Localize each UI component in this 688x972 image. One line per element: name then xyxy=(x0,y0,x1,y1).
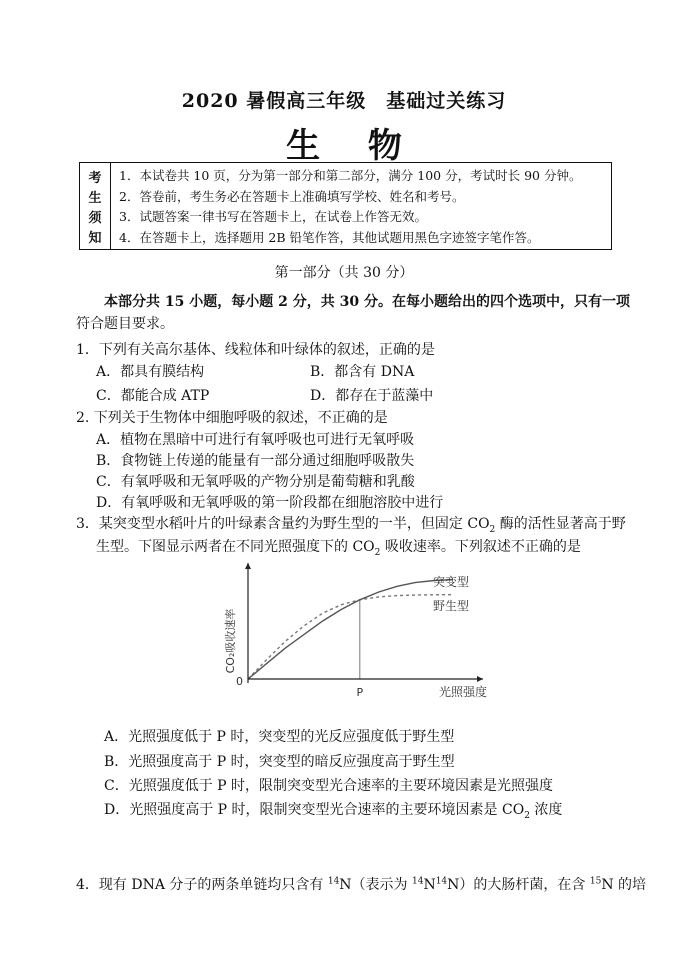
q2-option-d: D．有氧呼吸和无氧呼吸的第一阶段都在细胞溶胶中进行 xyxy=(96,495,444,511)
section-intro-line2: 符合题目要求。 xyxy=(76,316,174,332)
q3-text: 酶的活性显著高于野 xyxy=(495,516,626,532)
q1-option-d: D．都存在于蓝藻中 xyxy=(310,388,434,404)
q2-option-a: A．植物在黑暗中可进行有氧呼吸也可进行无氧呼吸 xyxy=(96,432,415,448)
notice-label-char: 生 xyxy=(88,190,102,206)
q3-subscript: 2 xyxy=(524,810,530,821)
exam-title: 2020 暑假高三年级 基础过关练习 xyxy=(181,90,507,112)
section-intro-line1 xyxy=(104,291,630,311)
q4-superscript: 14 xyxy=(412,876,424,887)
notice-item: 1．本试卷共 10 页，分为第一部分和第二部分，满分 100 分，考试时长 90 分钟。 xyxy=(119,168,582,184)
legend-mutant: 突变型 xyxy=(433,575,470,589)
notice-label xyxy=(80,163,111,249)
intro-text: ，只有一项 xyxy=(559,294,630,310)
q3-stem-line1 xyxy=(76,513,626,535)
legend-wildtype: 野生型 xyxy=(433,599,470,613)
q2-option-b: B．食物链上传递的能量有一部分通过细胞呼吸散失 xyxy=(96,453,415,469)
notice-box xyxy=(79,162,612,250)
q4-text: N）的大肠杆菌，在含 xyxy=(447,877,590,893)
series-line-mutant xyxy=(248,580,453,679)
series-line-wildtype xyxy=(248,595,453,679)
q3-option-c: C．光照强度低于 P 时，限制突变型光合速率的主要环境因素是光照强度 xyxy=(104,778,554,794)
q3-option-d-text: D．光照强度高于 P 时，限制突变型光合速率的主要环境因素是 CO xyxy=(104,802,525,818)
q4-superscript: 14 xyxy=(327,876,340,887)
q4-text: N xyxy=(423,877,436,893)
q2-stem: 2. 下列关于生物体中细胞呼吸的叙述，不正确的是 xyxy=(76,410,388,426)
subject-title: 生 物 xyxy=(286,126,420,166)
intro-text: 本部分共 15 小题，每小题 2 分，共 30 分。在每小题给出的 xyxy=(104,294,490,310)
y-axis-label: CO₂吸收速率 xyxy=(224,608,237,674)
notice-item: 3．试题答案一律书写在答题卡上，在试卷上作答无效。 xyxy=(119,209,427,225)
notice-item: 2．答卷前，考生务必在答题卡上准确填写学校、姓名和考号。 xyxy=(119,188,465,204)
q1-option-c: C．都能合成 ATP xyxy=(96,388,210,404)
q4-text: 4．现有 DNA 分子的两条单链均只含有 xyxy=(76,877,328,893)
q1-option-a: A．都具有膜结构 xyxy=(96,364,205,380)
q1-option-b: B．都含有 DNA xyxy=(310,364,415,380)
q4-text: N 的培 xyxy=(601,877,647,893)
q4-text: N（表示为 xyxy=(339,877,412,893)
q3-option-d xyxy=(104,799,562,821)
q4-superscript: 15 xyxy=(589,876,602,887)
q4-stem xyxy=(76,874,646,894)
q3-text: 吸收速率。下列叙述不正确的是 xyxy=(380,539,581,555)
notice-label-char: 考 xyxy=(88,170,102,186)
q3-option-d-text: 浓度 xyxy=(529,802,563,818)
x-axis-label: 光照强度 xyxy=(438,685,488,699)
q3-option-a: A．光照强度低于 P 时，突变型的光反应强度低于野生型 xyxy=(104,729,455,745)
origin-label: 0 xyxy=(236,675,243,688)
q3-subscript: 2 xyxy=(489,524,496,535)
notice-items xyxy=(111,163,611,249)
q3-text: 生型。下图显示两者在不同光照强度下的 CO xyxy=(96,539,375,555)
q2-option-c: C．有氧呼吸和无氧呼吸的产物分别是葡萄糖和乳酸 xyxy=(96,474,415,490)
section-heading: 第一部分（共 30 分） xyxy=(274,265,414,281)
notice-label-char: 须 xyxy=(88,210,102,226)
q3-subscript: 2 xyxy=(374,547,381,558)
q1-stem: 1．下列有关高尔基体、线粒体和叶绿体的叙述，正确的是 xyxy=(76,342,435,358)
notice-label-char: 知 xyxy=(88,230,102,246)
q3-text: 3．某突变型水稻叶片的叶绿素含量约为野生型的一半，但固定 CO xyxy=(76,516,490,532)
p-marker-label: P xyxy=(356,686,364,699)
q3-option-b: B．光照强度高于 P 时，突变型的暗反应强度高于野生型 xyxy=(104,754,455,770)
co2-absorption-chart xyxy=(218,555,498,705)
intro-emphasis: 四个选项中 xyxy=(489,294,560,310)
q4-superscript: 14 xyxy=(435,876,448,887)
notice-item: 4．在答题卡上，选择题用 2B 铅笔作答，其他试题用黑色字迹签字笔作答。 xyxy=(119,229,540,245)
